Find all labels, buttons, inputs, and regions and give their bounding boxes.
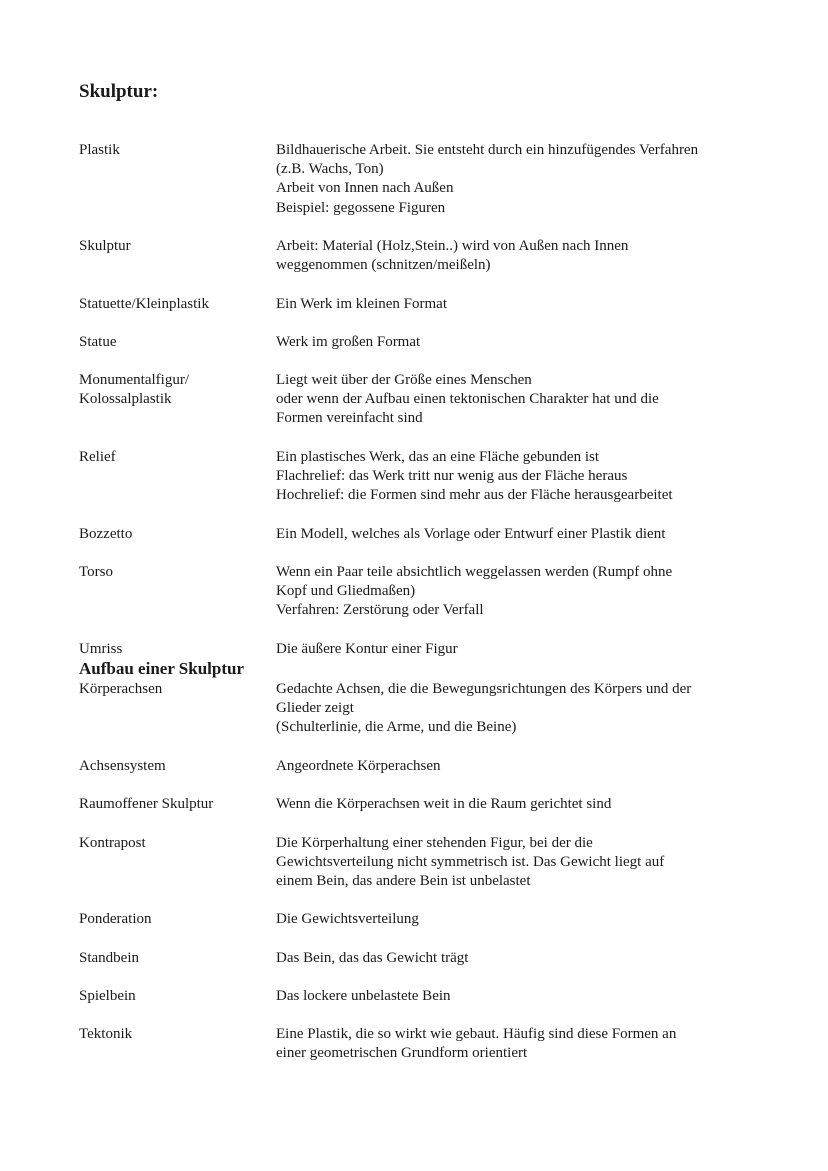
definition-line: Arbeit von Innen nach Außen bbox=[276, 180, 454, 197]
entry-definition bbox=[276, 141, 766, 218]
term-line: Statue bbox=[79, 334, 117, 350]
term-line: Monumentalfigur/ bbox=[79, 372, 189, 388]
definition-line: einem Bein, das andere Bein ist unbelastet bbox=[276, 873, 531, 890]
term-line: Tektonik bbox=[79, 1026, 133, 1042]
entry-definition bbox=[276, 910, 766, 929]
definition-line: weggenommen (schnitzen/meißeln) bbox=[276, 257, 491, 274]
definition-line: Ein Werk im kleinen Format bbox=[276, 296, 447, 312]
entry-term bbox=[79, 525, 269, 544]
definition-line: Hochrelief: die Formen sind mehr aus der Fläche herausgearbeitet bbox=[276, 487, 673, 504]
term-line: Relief bbox=[79, 449, 116, 465]
entry-term bbox=[79, 834, 269, 853]
definition-line: Werk im großen Format bbox=[276, 334, 421, 350]
entry-definition bbox=[276, 949, 766, 968]
definition-line: Wenn die Körperachsen weit in die Raum gerichtet sind bbox=[276, 796, 612, 812]
term-line: Kontrapost bbox=[79, 835, 146, 851]
definition-line: Die Gewichtsverteilung bbox=[276, 911, 419, 927]
definition-line: Ein Modell, welches als Vorlage oder Entwurf einer Plastik dient bbox=[276, 526, 666, 542]
section-heading: Aufbau einer Skulptur bbox=[79, 659, 245, 678]
entry-definition bbox=[276, 448, 766, 506]
entry-definition bbox=[276, 333, 766, 352]
entry-definition bbox=[276, 795, 766, 814]
entry-term bbox=[79, 640, 269, 659]
entry-term bbox=[79, 795, 269, 814]
entry-definition bbox=[276, 295, 766, 314]
term-line: Plastik bbox=[79, 142, 120, 158]
entry-definition bbox=[276, 525, 766, 544]
page-title: Skulptur: bbox=[79, 81, 159, 102]
entry-term bbox=[79, 237, 269, 256]
entry-term bbox=[79, 1025, 269, 1044]
definition-line: Verfahren: Zerstörung oder Verfall bbox=[276, 602, 484, 619]
definition-line: Kopf und Gliedmaßen) bbox=[276, 583, 416, 600]
definition-line: Angeordnete Körperachsen bbox=[276, 758, 441, 774]
entry-definition bbox=[276, 237, 766, 275]
definition-line: Bildhauerische Arbeit. Sie entsteht durch ein hinzufügendes Verfahren bbox=[276, 142, 699, 158]
definition-line: Wenn ein Paar teile absichtlich weggelassen werden (Rumpf ohne bbox=[276, 564, 673, 580]
entry-term bbox=[79, 757, 269, 776]
term-line: Bozzetto bbox=[79, 526, 133, 542]
entry-term bbox=[79, 987, 269, 1006]
definition-line: Formen vereinfacht sind bbox=[276, 410, 423, 427]
term-line: Raumoffener Skulptur bbox=[79, 796, 214, 812]
term-line: Kolossalplastik bbox=[79, 391, 172, 408]
term-line: Skulptur bbox=[79, 238, 131, 254]
term-line: Spielbein bbox=[79, 988, 136, 1004]
definition-line: Das lockere unbelastete Bein bbox=[276, 988, 451, 1004]
definition-line: Die Körperhaltung einer stehenden Figur, bei der die bbox=[276, 835, 593, 851]
entry-term bbox=[79, 141, 269, 160]
entry-definition bbox=[276, 757, 766, 776]
entry-definition bbox=[276, 563, 766, 621]
term-line: Statuette/Kleinplastik bbox=[79, 296, 209, 312]
entry-definition bbox=[276, 987, 766, 1006]
definition-line: Liegt weit über der Größe eines Menschen bbox=[276, 372, 532, 388]
term-line: Achsensystem bbox=[79, 758, 166, 774]
definition-line: Flachrelief: das Werk tritt nur wenig aus der Fläche heraus bbox=[276, 468, 628, 485]
definition-line: Gedachte Achsen, die die Bewegungsrichtungen des Körpers und der bbox=[276, 681, 692, 697]
definition-line: Glieder zeigt bbox=[276, 700, 354, 717]
definition-line: Gewichtsverteilung nicht symmetrisch ist. Das Gewicht liegt auf bbox=[276, 854, 665, 871]
term-line: Torso bbox=[79, 564, 113, 580]
definition-line: einer geometrischen Grundform orientiert bbox=[276, 1045, 528, 1062]
entry-definition bbox=[276, 1025, 766, 1063]
entry-term bbox=[79, 563, 269, 582]
entry-term bbox=[79, 949, 269, 968]
entry-definition bbox=[276, 371, 766, 429]
definition-line: Die äußere Kontur einer Figur bbox=[276, 641, 458, 657]
term-line: Standbein bbox=[79, 950, 139, 966]
term-line: Ponderation bbox=[79, 911, 152, 927]
definition-line: (z.B. Wachs, Ton) bbox=[276, 161, 384, 178]
definition-line: (Schulterlinie, die Arme, und die Beine) bbox=[276, 719, 517, 736]
definition-line: Beispiel: gegossene Figuren bbox=[276, 199, 446, 216]
entry-term bbox=[79, 910, 269, 929]
definition-line: oder wenn der Aufbau einen tektonischen Charakter hat und die bbox=[276, 391, 659, 408]
definition-line: Eine Plastik, die so wirkt wie gebaut. Häufig sind diese Formen an bbox=[276, 1026, 677, 1042]
term-line: Körperachsen bbox=[79, 681, 163, 697]
entry-term bbox=[79, 371, 269, 409]
definition-line: Das Bein, das das Gewicht trägt bbox=[276, 950, 469, 966]
entry-definition bbox=[276, 834, 766, 892]
entry-term bbox=[79, 448, 269, 467]
entry-term bbox=[79, 333, 269, 352]
term-line: Umriss bbox=[79, 641, 123, 657]
entry-definition bbox=[276, 640, 766, 659]
definition-line: Arbeit: Material (Holz,Stein..) wird von Außen nach Innen bbox=[276, 238, 629, 254]
entry-definition bbox=[276, 680, 766, 738]
entry-term bbox=[79, 295, 269, 314]
definition-line: Ein plastisches Werk, das an eine Fläche gebunden ist bbox=[276, 449, 600, 465]
entry-term bbox=[79, 680, 269, 699]
